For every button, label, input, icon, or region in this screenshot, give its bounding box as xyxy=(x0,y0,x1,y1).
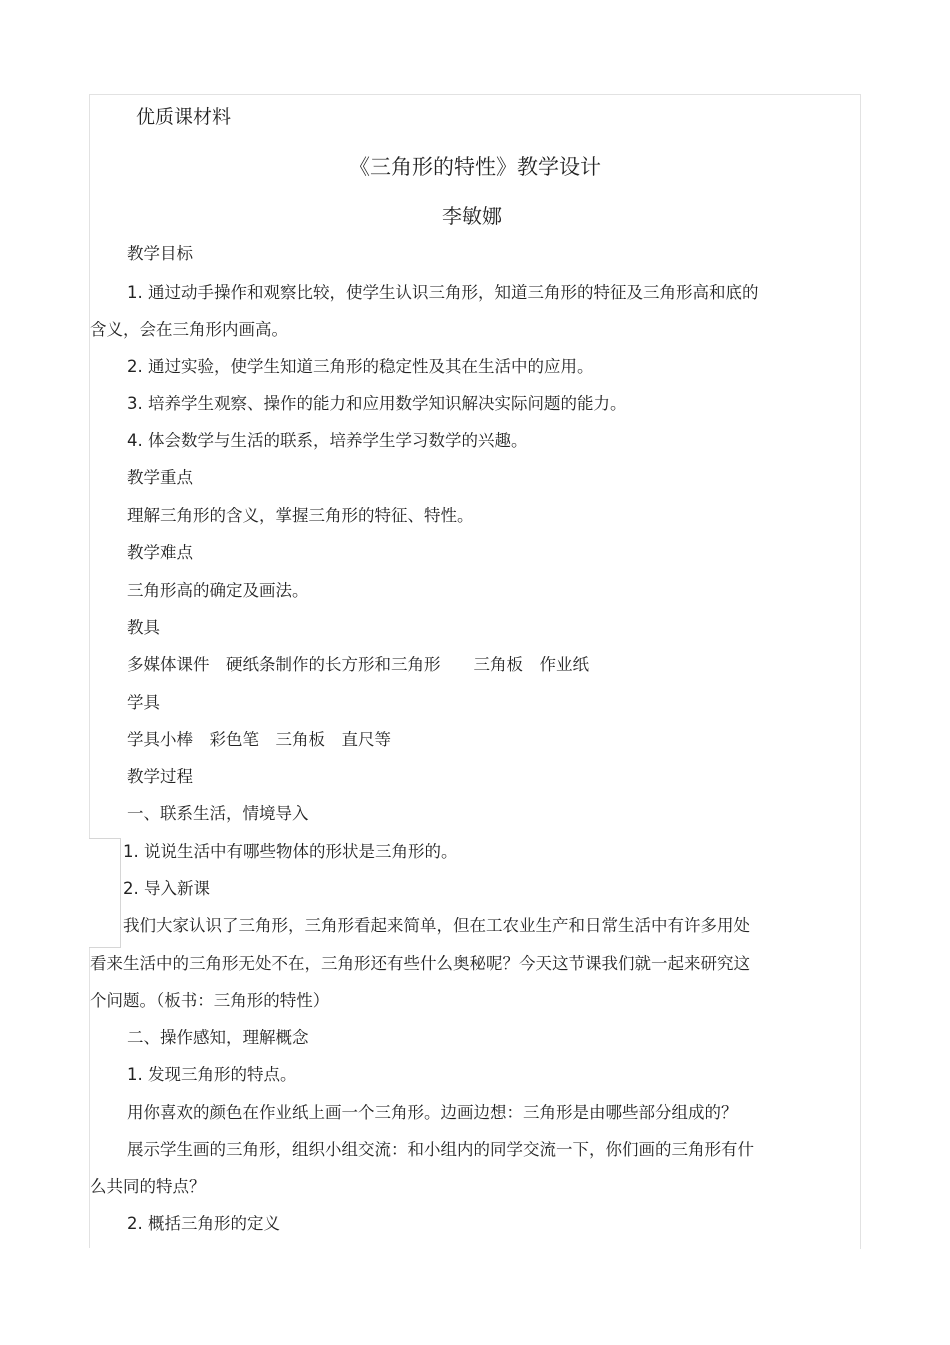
section-heading-key-points: 教学重点 xyxy=(127,468,193,487)
body-line: 1. 说说生活中有哪些物体的形状是三角形的。 xyxy=(123,842,458,861)
header-note: 优质课材料 xyxy=(136,106,232,128)
body-line: 2. 概括三角形的定义 xyxy=(127,1214,280,1233)
frame-right-border xyxy=(860,94,861,1249)
author-name xyxy=(0,202,950,230)
section-heading-difficulties: 教学难点 xyxy=(127,543,193,562)
body-line: 2. 导入新课 xyxy=(123,879,210,898)
body-line: 多媒体课件 硬纸条制作的长方形和三角形 三角板 作业纸 xyxy=(127,655,589,674)
body-line: 么共同的特点？ xyxy=(90,1177,206,1196)
body-line: 展示学生画的三角形，组织小组交流：和小组内的同学交流一下，你们画的三角形有什 xyxy=(127,1140,754,1159)
subsection-heading: 一、联系生活，情境导入 xyxy=(127,804,309,823)
body-line: 含义，会在三角形内画高。 xyxy=(90,320,288,339)
body-line: 1. 通过动手操作和观察比较，使学生认识三角形，知道三角形的特征及三角形高和底的 xyxy=(127,283,759,302)
body-line: 个问题。（板书：三角形的特性） xyxy=(90,991,330,1010)
body-line: 3. 培养学生观察、操作的能力和应用数学知识解决实际问题的能力。 xyxy=(127,394,627,413)
document-title: 《三角形的特性》教学设计 xyxy=(349,155,601,179)
body-line: 用你喜欢的颜色在作业纸上画一个三角形。边画边想：三角形是由哪些部分组成的？ xyxy=(127,1103,738,1122)
body-line: 1. 发现三角形的特点。 xyxy=(127,1065,297,1084)
section-heading-process: 教学过程 xyxy=(127,767,193,786)
body-line: 4. 体会数学与生活的联系，培养学生学习数学的兴趣。 xyxy=(127,431,528,450)
section-heading-teaching-aids: 教具 xyxy=(127,618,160,637)
body-line: 看来生活中的三角形无处不在，三角形还有些什么奥秘呢？今天这节课我们就一起来研究这 xyxy=(90,954,750,973)
frame-top-border xyxy=(89,94,861,95)
section-heading-objectives: 教学目标 xyxy=(127,244,193,263)
frame-notch xyxy=(89,838,121,948)
body-line: 我们大家认识了三角形，三角形看起来简单，但在工农业生产和日常生活中有许多用处 xyxy=(123,916,750,935)
author-text: 李敏娜 xyxy=(442,204,502,228)
section-heading-learning-aids: 学具 xyxy=(127,693,160,712)
body-line: 学具小棒 彩色笔 三角板 直尺等 xyxy=(127,730,391,749)
body-line: 理解三角形的含义，掌握三角形的特征、特性。 xyxy=(127,506,474,525)
subsection-heading: 二、操作感知，理解概念 xyxy=(127,1028,309,1047)
body-line: 三角形高的确定及画法。 xyxy=(127,581,309,600)
body-line: 2. 通过实验，使学生知道三角形的稳定性及其在生活中的应用。 xyxy=(127,357,594,376)
